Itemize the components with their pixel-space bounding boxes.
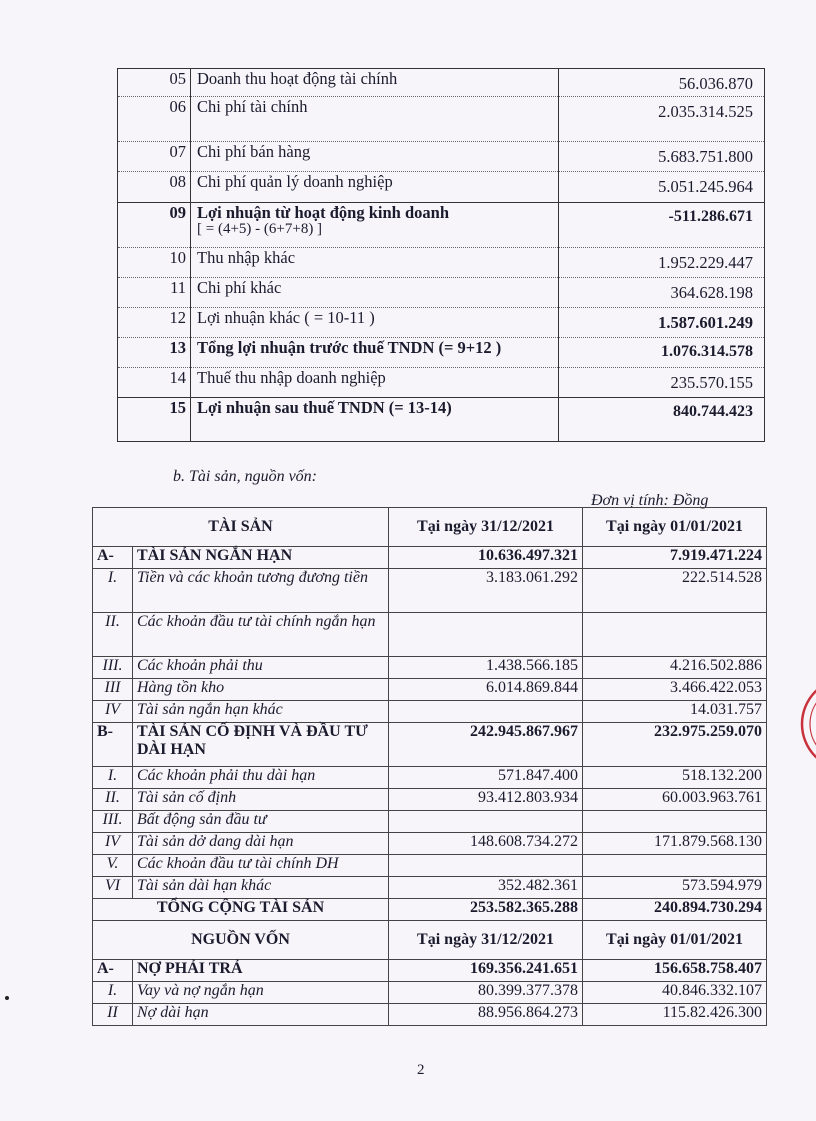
row-value-2: 60.003.963.761 [583, 789, 767, 811]
row-code: II [93, 1004, 133, 1026]
row-value-1: 3.183.061.292 [389, 569, 583, 613]
row-value: 5.683.751.800 [559, 142, 765, 172]
asset-row [93, 767, 767, 789]
row-value-1: 88.956.864.273 [389, 1004, 583, 1026]
row-label: Thuế thu nhập doanh nghiệp [191, 368, 559, 398]
row-code: A- [93, 960, 133, 982]
row-value-1: 571.847.400 [389, 767, 583, 789]
row-label: NỢ PHẢI TRẢ [133, 960, 389, 982]
row-value: 56.036.870 [559, 69, 765, 97]
row-label: TÀI SẢN CỐ ĐỊNH VÀ ĐẦU TƯ DÀI HẠN [133, 723, 389, 767]
row-number: 14 [118, 368, 191, 398]
row-number: 09 [118, 203, 191, 248]
row-value-2: 115.82.426.300 [583, 1004, 767, 1026]
row-label: Vay và nợ ngắn hạn [133, 982, 389, 1004]
asset-row [93, 701, 767, 723]
row-value-1 [389, 701, 583, 723]
income-row-06 [118, 97, 765, 142]
row-value: -511.286.671 [559, 203, 765, 248]
row-number: 15 [118, 398, 191, 442]
row-value-1: 1.438.566.185 [389, 657, 583, 679]
row-code: II. [93, 613, 133, 657]
row-label: Hàng tồn kho [133, 679, 389, 701]
row-value: 364.628.198 [559, 278, 765, 308]
capital-row [93, 1004, 767, 1026]
row-value-1 [389, 613, 583, 657]
row-value-2: 156.658.758.407 [583, 960, 767, 982]
row-label: TÀI SẢN NGẮN HẠN [133, 547, 389, 569]
unit-label: Đơn vị tính: Đồng [591, 492, 709, 509]
row-code: III [93, 679, 133, 701]
income-row-12 [118, 308, 765, 338]
row-value-2 [583, 811, 767, 833]
row-value-2: 171.879.568.130 [583, 833, 767, 855]
row-label: Các khoản phải thu dài hạn [133, 767, 389, 789]
row-code: III. [93, 811, 133, 833]
row-label [191, 203, 559, 248]
income-row-11 [118, 278, 765, 308]
row-label: Tài sản cố định [133, 789, 389, 811]
row-value-2 [583, 613, 767, 657]
row-code: I. [93, 569, 133, 613]
row-value-2: 518.132.200 [583, 767, 767, 789]
assets-header-col2: Tại ngày 01/01/2021 [583, 508, 767, 547]
assets-header-label: TÀI SẢN [93, 508, 389, 547]
asset-row [93, 833, 767, 855]
row-label: Chi phí quản lý doanh nghiệp [191, 172, 559, 203]
row-code: IV [93, 701, 133, 723]
income-statement-table [117, 68, 765, 442]
row-label: Tài sản dài hạn khác [133, 877, 389, 899]
assets-total-value-2: 240.894.730.294 [583, 899, 767, 921]
row-value: 5.051.245.964 [559, 172, 765, 203]
row-value-1: 6.014.869.844 [389, 679, 583, 701]
asset-row [93, 789, 767, 811]
row-number: 05 [118, 69, 191, 97]
row-value-2: 40.846.332.107 [583, 982, 767, 1004]
row-label: Các khoản phải thu [133, 657, 389, 679]
row-label: Chi phí tài chính [191, 97, 559, 142]
capital-header-col1: Tại ngày 31/12/2021 [389, 921, 583, 960]
row-code: II. [93, 789, 133, 811]
income-row-07 [118, 142, 765, 172]
row-value-2: 573.594.979 [583, 877, 767, 899]
income-row-10 [118, 248, 765, 278]
capital-header-label: NGUỒN VỐN [93, 921, 389, 960]
row-label: Doanh thu hoạt động tài chính [191, 69, 559, 97]
row-label: Tài sản ngắn hạn khác [133, 701, 389, 723]
assets-total-value-1: 253.582.365.288 [389, 899, 583, 921]
row-label: Nợ dài hạn [133, 1004, 389, 1026]
row-code: A- [93, 547, 133, 569]
row-value-2: 222.514.528 [583, 569, 767, 613]
asset-row [93, 877, 767, 899]
row-value-2: 4.216.502.886 [583, 657, 767, 679]
row-value-2: 7.919.471.224 [583, 547, 767, 569]
row-value-2 [583, 855, 767, 877]
row-value: 235.570.155 [559, 368, 765, 398]
row-code: III. [93, 657, 133, 679]
asset-row [93, 569, 767, 613]
row-label: Chi phí bán hàng [191, 142, 559, 172]
capital-header-col2: Tại ngày 01/01/2021 [583, 921, 767, 960]
row-value-1: 169.356.241.651 [389, 960, 583, 982]
row-label: Thu nhập khác [191, 248, 559, 278]
row-label: Tài sản dở dang dài hạn [133, 833, 389, 855]
row-number: 11 [118, 278, 191, 308]
row-number: 07 [118, 142, 191, 172]
row-value-1: 80.399.377.378 [389, 982, 583, 1004]
row-label: Lợi nhuận khác ( = 10-11 ) [191, 308, 559, 338]
income-row-08 [118, 172, 765, 203]
page-number: 2 [417, 1062, 425, 1078]
income-row-09 [118, 203, 765, 248]
row-number: 12 [118, 308, 191, 338]
row-number: 10 [118, 248, 191, 278]
asset-row [93, 723, 767, 767]
row-value-1: 10.636.497.321 [389, 547, 583, 569]
row-label: Tổng lợi nhuận trước thuế TNDN (= 9+12 ) [191, 338, 559, 368]
row-value-2: 3.466.422.053 [583, 679, 767, 701]
income-row-05 [118, 69, 765, 97]
assets-total-row [93, 899, 767, 921]
asset-row [93, 657, 767, 679]
row-value-2: 232.975.259.070 [583, 723, 767, 767]
row-value-1: 148.608.734.272 [389, 833, 583, 855]
row-label: Các khoản đầu tư tài chính ngắn hạn [133, 613, 389, 657]
row-code: V. [93, 855, 133, 877]
asset-row [93, 811, 767, 833]
assets-header-row [93, 508, 767, 547]
row-label-main: Lợi nhuận từ hoạt động kinh doanh [197, 203, 449, 222]
assets-total-label: TỔNG CỘNG TÀI SẢN [93, 899, 389, 921]
row-label: Chi phí khác [191, 278, 559, 308]
stamp-seal-icon [796, 664, 816, 784]
row-value: 1.076.314.578 [559, 338, 765, 368]
capital-row [93, 982, 767, 1004]
asset-row [93, 547, 767, 569]
row-value: 2.035.314.525 [559, 97, 765, 142]
row-code: B- [93, 723, 133, 767]
row-code: I. [93, 982, 133, 1004]
row-number: 13 [118, 338, 191, 368]
asset-row [93, 855, 767, 877]
row-code: VI [93, 877, 133, 899]
income-row-13 [118, 338, 765, 368]
row-value: 1.587.601.249 [559, 308, 765, 338]
row-label: Tiền và các khoản tương đương tiền [133, 569, 389, 613]
row-label: Các khoản đầu tư tài chính DH [133, 855, 389, 877]
income-row-15 [118, 398, 765, 442]
row-value-1: 242.945.867.967 [389, 723, 583, 767]
balance-sheet-table [92, 507, 767, 1026]
row-value-2: 14.031.757 [583, 701, 767, 723]
row-value: 1.952.229.447 [559, 248, 765, 278]
row-label: Bất động sản đầu tư [133, 811, 389, 833]
row-number: 08 [118, 172, 191, 203]
row-value-1 [389, 855, 583, 877]
asset-row [93, 679, 767, 701]
row-label-formula: [ = (4+5) - (6+7+8) ] [197, 221, 323, 237]
section-b-title: b. Tài sản, nguồn vốn: [173, 468, 317, 485]
row-code: IV [93, 833, 133, 855]
capital-row [93, 960, 767, 982]
income-row-14 [118, 368, 765, 398]
scan-speck [5, 996, 9, 1000]
row-value: 840.744.423 [673, 403, 753, 420]
row-code: I. [93, 767, 133, 789]
row-value-1: 352.482.361 [389, 877, 583, 899]
asset-row [93, 613, 767, 657]
assets-header-col1: Tại ngày 31/12/2021 [389, 508, 583, 547]
row-number: 06 [118, 97, 191, 142]
row-label: Lợi nhuận sau thuế TNDN (= 13-14) [191, 398, 559, 442]
capital-header-row [93, 921, 767, 960]
row-value-1 [389, 811, 583, 833]
row-value-1: 93.412.803.934 [389, 789, 583, 811]
